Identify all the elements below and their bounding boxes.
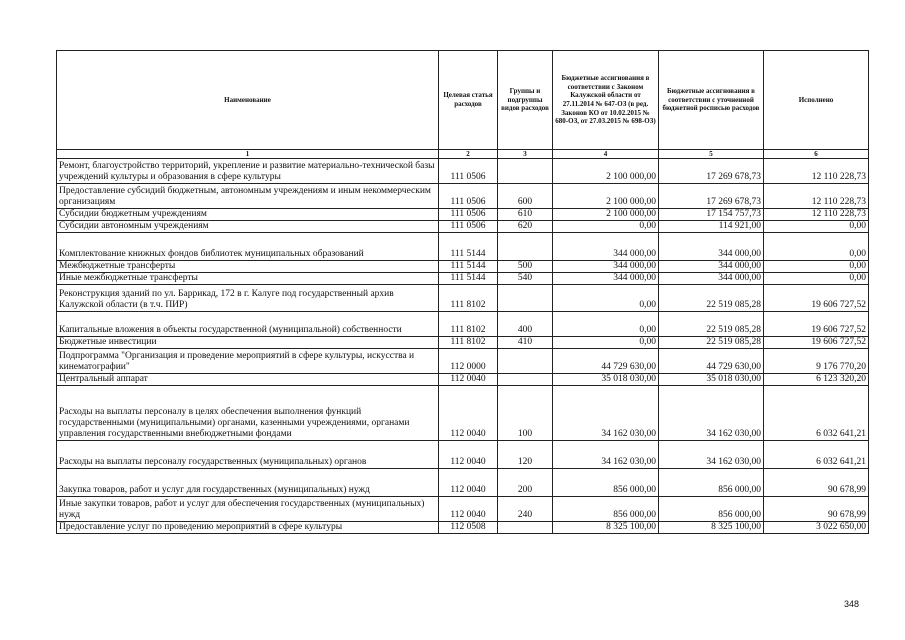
row-executed-amount: 0,00 <box>764 233 869 261</box>
row-refined-amount: 17 269 678,73 <box>659 184 764 209</box>
row-law-amount: 35 018 030,00 <box>553 374 659 386</box>
row-name: Реконструкция зданий по ул. Баррикад, 172 в г. Калуге под государственный архив Калужской области (в т.ч. ПИР) <box>57 285 439 312</box>
row-refined-amount: 22 519 085,28 <box>659 312 764 337</box>
row-law-amount: 2 100 000,00 <box>553 184 659 209</box>
row-law-amount: 44 729 630,00 <box>553 349 659 374</box>
header-refined-allocations: Бюджетные ассигнования в соответствии с уточненной бюджетной росписью расходов <box>659 51 764 150</box>
row-target-code: 112 0508 <box>439 522 498 534</box>
table-row <box>57 285 869 312</box>
row-group-code <box>498 349 553 374</box>
row-group-code <box>498 374 553 386</box>
row-executed-amount: 6 032 641,21 <box>764 441 869 469</box>
row-refined-amount: 44 729 630,00 <box>659 349 764 374</box>
row-target-code: 112 0040 <box>439 386 498 441</box>
row-executed-amount: 90 678,99 <box>764 469 869 497</box>
row-name: Предоставление субсидий бюджетным, автономным учреждениям и иным некоммерческим организациям <box>57 184 439 209</box>
table-row <box>57 522 869 534</box>
row-refined-amount: 22 519 085,28 <box>659 337 764 349</box>
row-group-code <box>498 285 553 312</box>
row-target-code: 112 0000 <box>439 349 498 374</box>
table-row <box>57 386 869 441</box>
row-group-code: 240 <box>498 497 553 522</box>
row-executed-amount: 3 022 650,00 <box>764 522 869 534</box>
row-name: Расходы на выплаты персоналу в целях обеспечения выполнения функций государственными (муниципальными) органами, казенными учреждениями, органами управления государственными внебюджетными фондами <box>57 386 439 441</box>
table-row <box>57 233 869 261</box>
row-name: Иные межбюджетные трансферты <box>57 273 439 285</box>
row-name: Комплектование книжных фондов библиотек муниципальных образований <box>57 233 439 261</box>
row-target-code: 111 8102 <box>439 312 498 337</box>
row-executed-amount: 12 110 228,73 <box>764 159 869 184</box>
row-refined-amount: 35 018 030,00 <box>659 374 764 386</box>
table-row <box>57 374 869 386</box>
row-law-amount: 0,00 <box>553 221 659 233</box>
row-refined-amount: 8 325 100,00 <box>659 522 764 534</box>
row-group-code: 500 <box>498 261 553 273</box>
row-law-amount: 8 325 100,00 <box>553 522 659 534</box>
row-target-code: 112 0040 <box>439 441 498 469</box>
row-law-amount: 2 100 000,00 <box>553 209 659 221</box>
row-target-code: 111 0506 <box>439 159 498 184</box>
row-refined-amount: 34 162 030,00 <box>659 386 764 441</box>
page-number: 348 <box>844 599 860 609</box>
row-law-amount: 0,00 <box>553 337 659 349</box>
table-row <box>57 337 869 349</box>
header-law-allocations: Бюджетные ассигнования в соответствии с Законом Калужской области от 27.11.2014 № 647-ОЗ (в ред. Законов КО от 10.02.2015 № 680-ОЗ, от 27.03.2015 № 698-ОЗ) <box>553 51 659 150</box>
table-row <box>57 469 869 497</box>
row-executed-amount: 19 606 727,52 <box>764 285 869 312</box>
row-target-code: 111 5144 <box>439 233 498 261</box>
row-executed-amount: 12 110 228,73 <box>764 184 869 209</box>
row-law-amount: 344 000,00 <box>553 261 659 273</box>
row-name: Центральный аппарат <box>57 374 439 386</box>
table-row <box>57 184 869 209</box>
table-row <box>57 159 869 184</box>
row-group-code: 400 <box>498 312 553 337</box>
header-target-article: Целевая статья расходов <box>439 51 498 150</box>
row-target-code: 111 8102 <box>439 337 498 349</box>
row-group-code: 620 <box>498 221 553 233</box>
table-row <box>57 497 869 522</box>
row-target-code: 112 0040 <box>439 497 498 522</box>
header-executed: Исполнено <box>764 51 869 150</box>
row-refined-amount: 856 000,00 <box>659 469 764 497</box>
table-row <box>57 273 869 285</box>
row-name: Капитальные вложения в объекты государственной (муниципальной) собственности <box>57 312 439 337</box>
table-row <box>57 209 869 221</box>
row-name: Иные закупки товаров, работ и услуг для обеспечения государственных (муниципальных) нужд <box>57 497 439 522</box>
row-executed-amount: 9 176 770,20 <box>764 349 869 374</box>
row-group-code <box>498 233 553 261</box>
row-group-code: 540 <box>498 273 553 285</box>
row-group-code: 600 <box>498 184 553 209</box>
column-number: 4 <box>553 150 659 159</box>
row-target-code: 111 0506 <box>439 209 498 221</box>
row-target-code: 111 5144 <box>439 273 498 285</box>
row-target-code: 112 0040 <box>439 374 498 386</box>
table-row <box>57 221 869 233</box>
header-row <box>57 51 869 150</box>
row-refined-amount: 17 154 757,73 <box>659 209 764 221</box>
column-number: 3 <box>498 150 553 159</box>
row-executed-amount: 0,00 <box>764 261 869 273</box>
row-group-code: 200 <box>498 469 553 497</box>
header-expense-groups: Группы и подгруппы видов расходов <box>498 51 553 150</box>
row-refined-amount: 114 921,00 <box>659 221 764 233</box>
row-group-code: 100 <box>498 386 553 441</box>
budget-table <box>56 50 869 534</box>
row-executed-amount: 6 032 641,21 <box>764 386 869 441</box>
row-target-code: 112 0040 <box>439 469 498 497</box>
header-name: Наименование <box>57 51 439 150</box>
row-executed-amount: 0,00 <box>764 273 869 285</box>
row-law-amount: 34 162 030,00 <box>553 386 659 441</box>
row-law-amount: 2 100 000,00 <box>553 159 659 184</box>
row-target-code: 111 8102 <box>439 285 498 312</box>
row-executed-amount: 19 606 727,52 <box>764 337 869 349</box>
column-number: 5 <box>659 150 764 159</box>
row-name: Бюджетные инвестиции <box>57 337 439 349</box>
column-number: 6 <box>764 150 869 159</box>
row-refined-amount: 22 519 085,28 <box>659 285 764 312</box>
table-row <box>57 441 869 469</box>
row-law-amount: 344 000,00 <box>553 273 659 285</box>
row-law-amount: 34 162 030,00 <box>553 441 659 469</box>
row-refined-amount: 344 000,00 <box>659 261 764 273</box>
row-refined-amount: 17 269 678,73 <box>659 159 764 184</box>
row-refined-amount: 34 162 030,00 <box>659 441 764 469</box>
row-name: Субсидии бюджетным учреждениям <box>57 209 439 221</box>
row-law-amount: 856 000,00 <box>553 469 659 497</box>
row-refined-amount: 344 000,00 <box>659 233 764 261</box>
row-target-code: 111 0506 <box>439 221 498 233</box>
row-group-code: 610 <box>498 209 553 221</box>
row-law-amount: 0,00 <box>553 285 659 312</box>
row-executed-amount: 19 606 727,52 <box>764 312 869 337</box>
row-refined-amount: 856 000,00 <box>659 497 764 522</box>
table-row <box>57 349 869 374</box>
row-executed-amount: 90 678,99 <box>764 497 869 522</box>
column-number: 1 <box>57 150 439 159</box>
row-law-amount: 0,00 <box>553 312 659 337</box>
row-name: Межбюджетные трансферты <box>57 261 439 273</box>
table-row <box>57 312 869 337</box>
row-group-code <box>498 159 553 184</box>
row-law-amount: 856 000,00 <box>553 497 659 522</box>
row-executed-amount: 0,00 <box>764 221 869 233</box>
row-group-code: 120 <box>498 441 553 469</box>
row-name: Субсидии автономным учреждениям <box>57 221 439 233</box>
column-number-row <box>57 150 869 159</box>
row-target-code: 111 5144 <box>439 261 498 273</box>
row-group-code: 410 <box>498 337 553 349</box>
row-executed-amount: 12 110 228,73 <box>764 209 869 221</box>
row-name: Подпрограмма "Организация и проведение мероприятий в сфере культуры, искусства и кинематографии" <box>57 349 439 374</box>
column-number: 2 <box>439 150 498 159</box>
row-executed-amount: 6 123 320,20 <box>764 374 869 386</box>
table-row <box>57 261 869 273</box>
row-target-code: 111 0506 <box>439 184 498 209</box>
row-name: Расходы на выплаты персоналу государственных (муниципальных) органов <box>57 441 439 469</box>
row-group-code <box>498 522 553 534</box>
row-law-amount: 344 000,00 <box>553 233 659 261</box>
row-name: Предоставление услуг по проведению мероприятий в сфере культуры <box>57 522 439 534</box>
row-name: Закупка товаров, работ и услуг для государственных (муниципальных) нужд <box>57 469 439 497</box>
row-name: Ремонт, благоустройство территорий, укрепление и развитие материально-технической базы учреждений культуры и образования в сфере культуры <box>57 159 439 184</box>
row-refined-amount: 344 000,00 <box>659 273 764 285</box>
